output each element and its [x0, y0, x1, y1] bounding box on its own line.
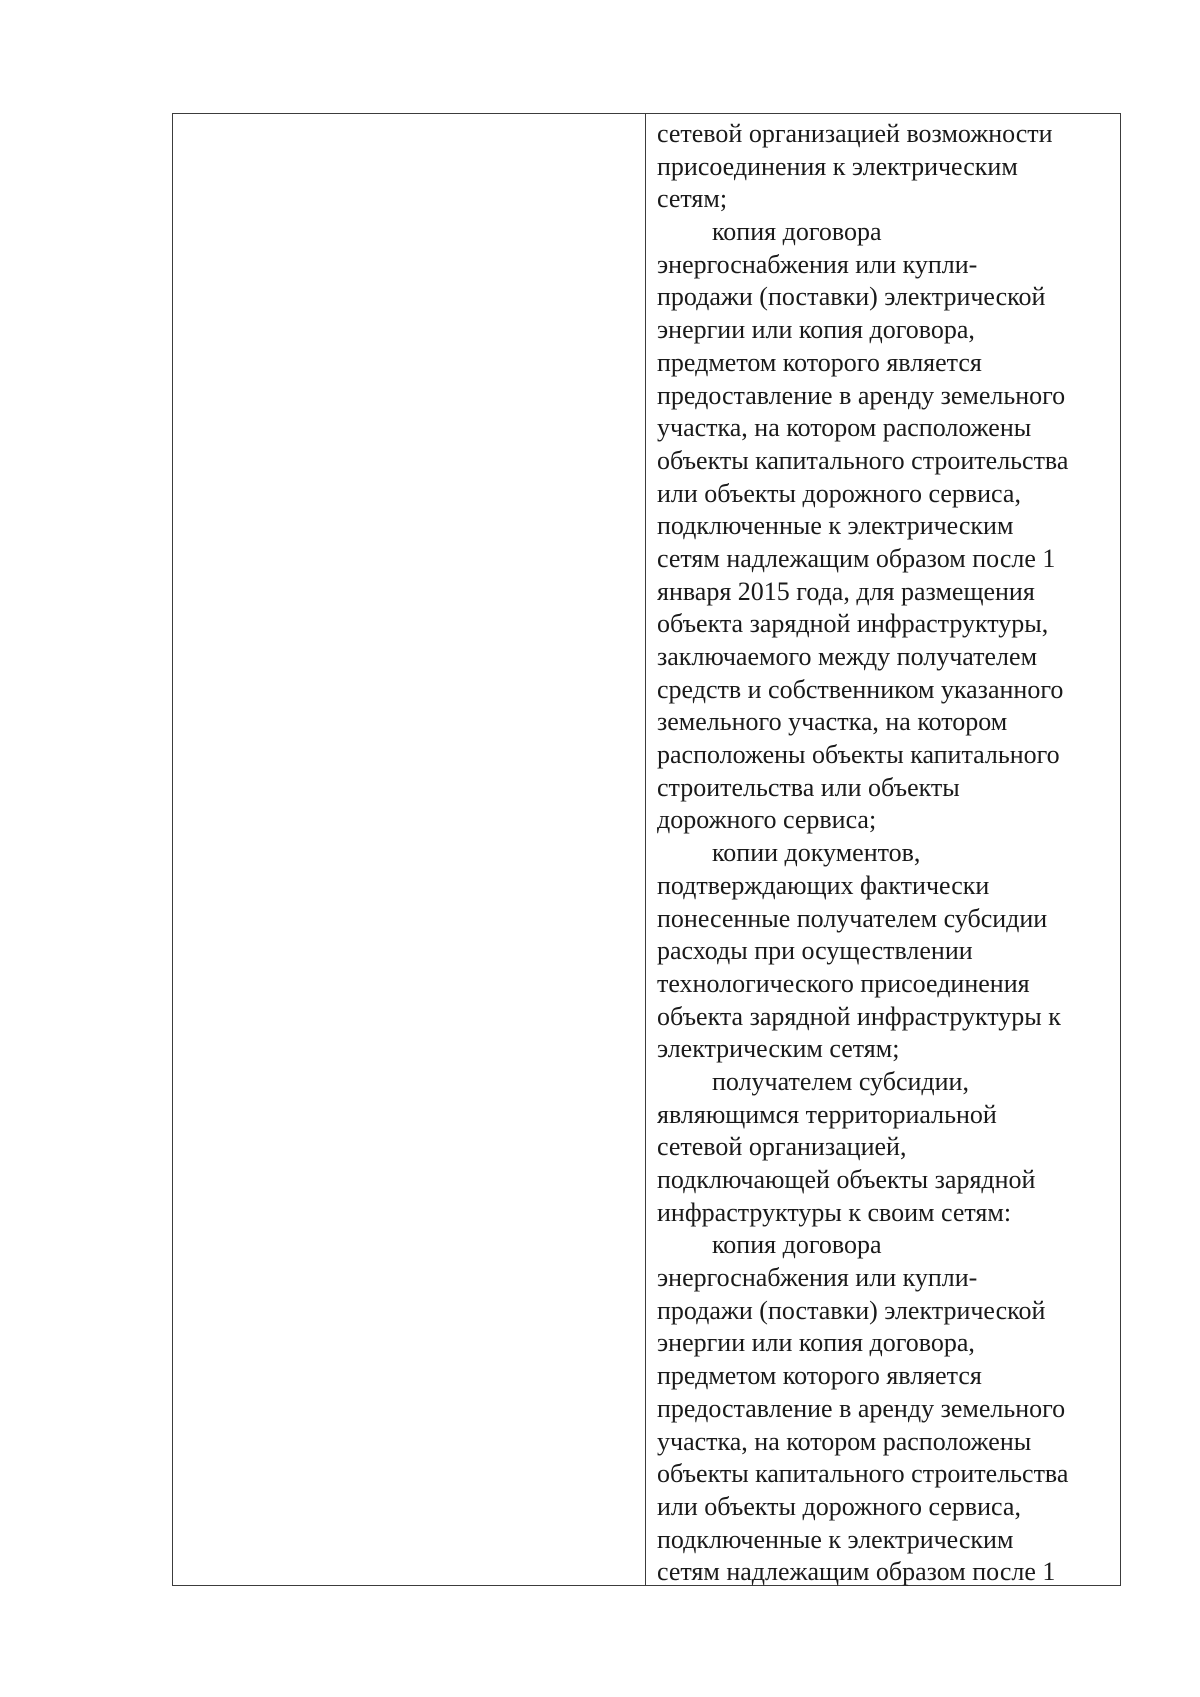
text-line: средств и собственником указанного	[657, 674, 1064, 704]
text-line: предметом которого является	[657, 347, 982, 377]
text-line: являющимся территориальной	[657, 1099, 997, 1129]
text-line: или объекты дорожного сервиса,	[657, 1491, 1021, 1521]
text-line: сетевой организацией возможности	[657, 119, 1053, 148]
table-cell-right	[646, 114, 1120, 1585]
text-line: технологического присоединения	[657, 968, 1030, 998]
text-line: или объекты дорожного сервиса,	[657, 478, 1021, 508]
text-line: копия договора	[712, 217, 882, 247]
text-line: земельного участка, на котором	[657, 707, 1008, 737]
text-line: расходы при осуществлении	[657, 936, 973, 966]
text-line: энергоснабжения или купли-	[657, 249, 978, 279]
paragraph-block	[657, 118, 1120, 1589]
text-line: энергоснабжения или купли-	[657, 1263, 978, 1293]
text-line: понесенные получателем субсидии	[657, 903, 1048, 933]
text-line: сетям надлежащим образом после 1	[657, 543, 1056, 573]
text-line: энергии или копия договора,	[657, 1328, 975, 1358]
text-line: продажи (поставки) электрической	[657, 282, 1046, 312]
text-line: участка, на котором расположены	[657, 1426, 1032, 1456]
table-cell-left	[173, 114, 646, 1585]
text-line: получателем субсидии,	[712, 1066, 969, 1096]
text-line: энергии или копия договора,	[657, 315, 975, 345]
text-line: электрическим сетям;	[657, 1034, 900, 1064]
document-table	[172, 113, 1121, 1586]
text-line: инфраструктуры к своим сетям:	[657, 1197, 1012, 1227]
text-line: присоединения к электрическим	[657, 151, 1018, 181]
text-line: строительства или объекты	[657, 772, 960, 802]
text-line: участка, на котором расположены	[657, 413, 1032, 443]
text-line: копия договора	[712, 1230, 882, 1260]
text-line: продажи (поставки) электрической	[657, 1295, 1046, 1325]
text-line: предоставление в аренду земельного	[657, 1393, 1066, 1423]
text-line: объекта зарядной инфраструктуры к	[657, 1001, 1061, 1031]
text-line: копии документов,	[712, 838, 921, 868]
text-line: сетевой организацией,	[657, 1132, 907, 1162]
text-line: заключаемого между получателем	[657, 642, 1038, 671]
text-line: сетям надлежащим образом после 1	[657, 1557, 1056, 1587]
text-line: сетям;	[657, 184, 728, 214]
text-line: подключающей объекты зарядной	[657, 1165, 1036, 1194]
text-line: января 2015 года, для размещения	[657, 576, 1035, 606]
text-line: подключенные к электрическим	[657, 511, 1014, 541]
text-line: дорожного сервиса;	[657, 805, 877, 835]
text-line: объекта зарядной инфраструктуры,	[657, 609, 1049, 639]
text-line: предоставление в аренду земельного	[657, 380, 1066, 410]
text-line: подключенные к электрическим	[657, 1524, 1014, 1554]
text-line: расположены объекты капитального	[657, 740, 1060, 770]
text-line: объекты капитального строительства	[657, 1459, 1069, 1489]
text-line: подтверждающих фактически	[657, 870, 990, 900]
text-line: предметом которого является	[657, 1361, 982, 1391]
text-line: объекты капитального строительства	[657, 445, 1069, 475]
